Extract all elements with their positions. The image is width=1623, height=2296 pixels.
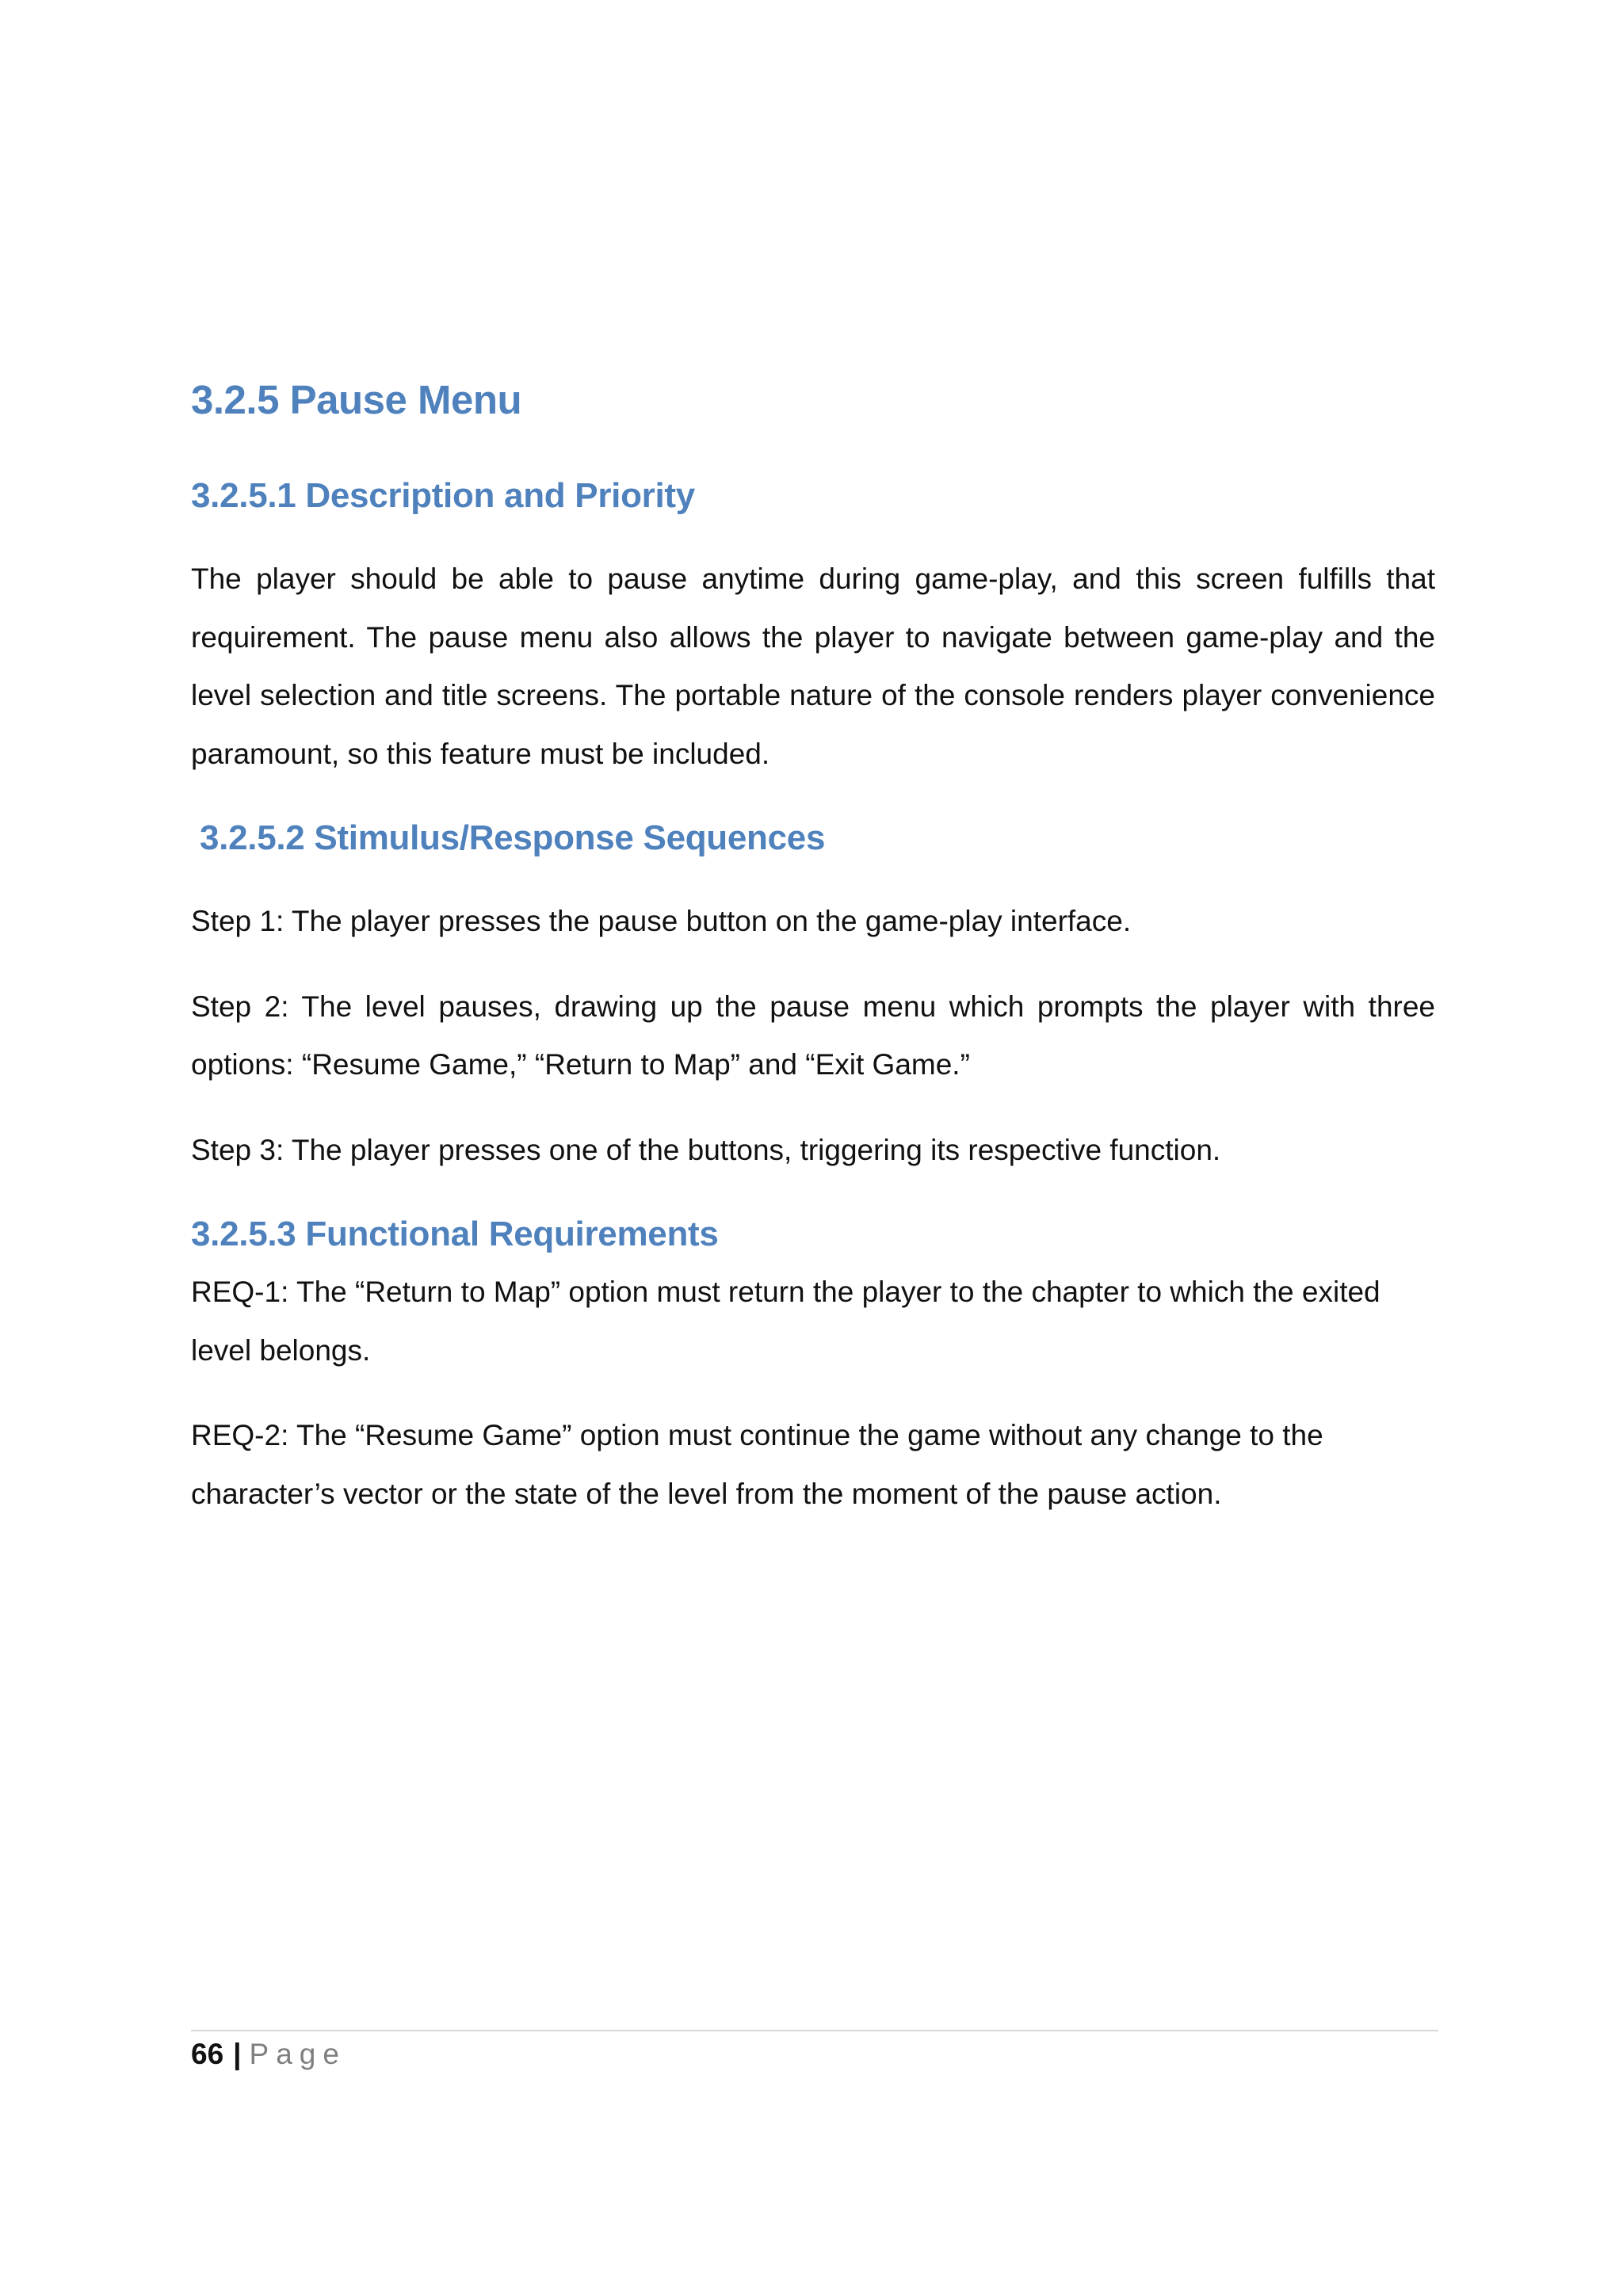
footer-separator: | bbox=[233, 2038, 242, 2070]
requirement-1-paragraph: REQ-1: The “Return to Map” option must return the player to the chapter to which the exited level belongs. bbox=[191, 1276, 1381, 1367]
subsection-heading-functional-requirements: 3.2.5.3 Functional Requirements bbox=[191, 1215, 719, 1253]
page-footer bbox=[191, 2035, 346, 2074]
subsection-heading-stimulus-response: 3.2.5.2 Stimulus/Response Sequences bbox=[200, 818, 826, 857]
step-1-paragraph: Step 1: The player presses the pause button on the game-play interface. bbox=[191, 905, 1132, 937]
step-3-paragraph: Step 3: The player presses one of the buttons, triggering its respective function. bbox=[191, 1133, 1221, 1166]
subsection-heading-description: 3.2.5.1 Description and Priority bbox=[191, 476, 695, 515]
page-content bbox=[191, 372, 1435, 1523]
step-2-paragraph: Step 2: The level pauses, drawing up the pause menu which prompts the player with three options: “Resume Game,” “Return to Map” and “Exit Game.” bbox=[191, 990, 1435, 1081]
page-label: Page bbox=[249, 2038, 346, 2070]
description-paragraph: The player should be able to pause anytime during game-play, and this screen fulfills that requirement. The pause menu also allows the player to navigate between game-play and the level selection and title screens. The portable nature of the console renders player convenience paramount, so this feature must be included. bbox=[191, 563, 1435, 770]
footer-divider bbox=[191, 2030, 1438, 2031]
section-heading: 3.2.5 Pause Menu bbox=[191, 377, 522, 422]
page-number: 66 bbox=[191, 2038, 224, 2070]
requirement-2-paragraph: REQ-2: The “Resume Game” option must continue the game without any change to the character’s vector or the state of the level from the moment of the pause action. bbox=[191, 1419, 1323, 1510]
